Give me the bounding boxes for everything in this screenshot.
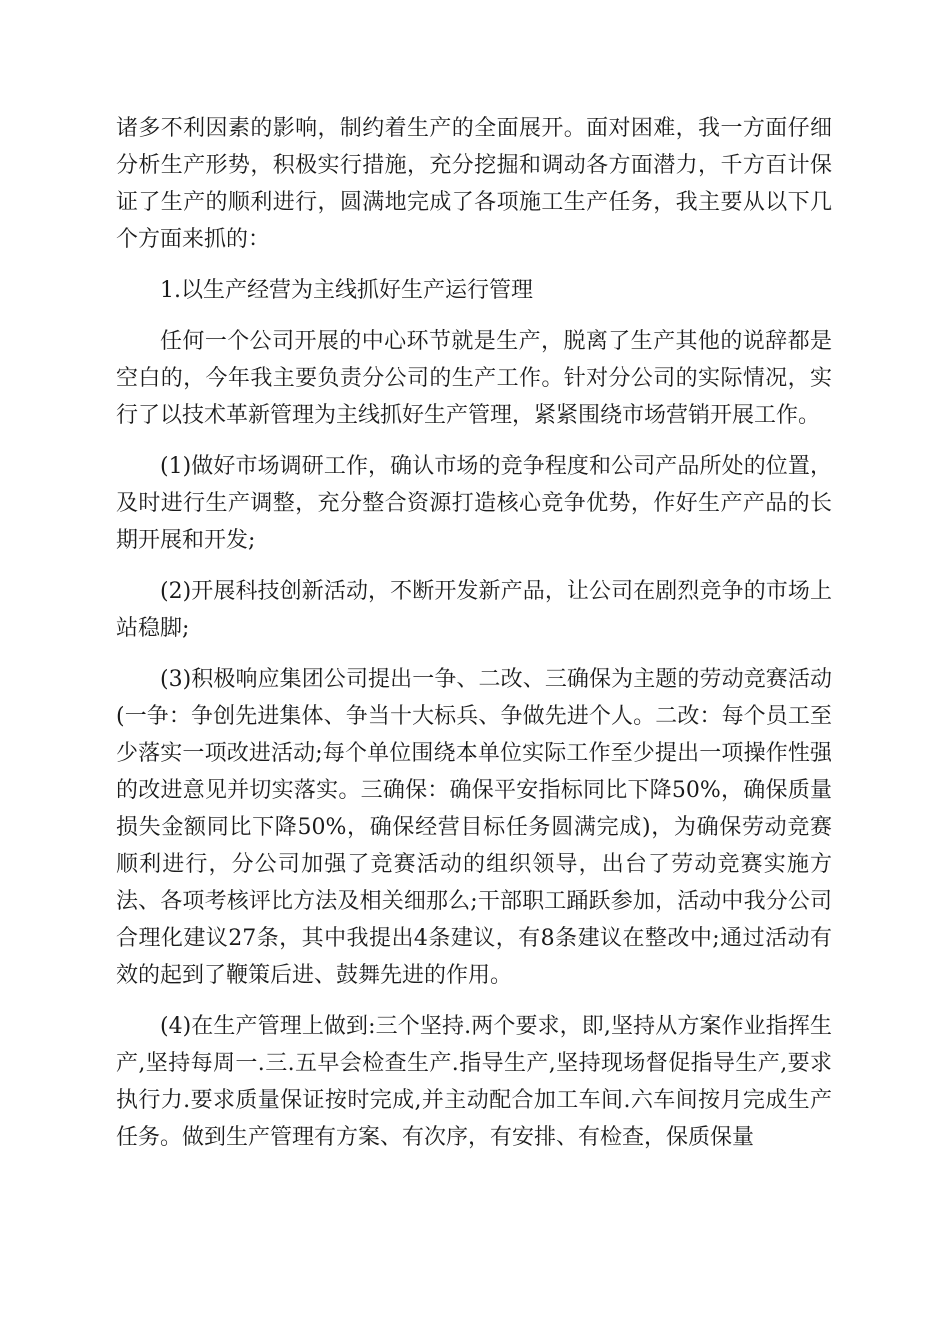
- list-item-1: (1)做好市场调研工作，确认市场的竞争程度和公司产品所处的位置，及时进行生产调整，充分整合资源打造核心竞争优势，作好生产产品的长期开展和开发;: [116, 454, 832, 553]
- paragraph-intro: 诸多不利因素的影响，制约着生产的全面展开。面对困难，我一方面仔细分析生产形势，积极实行措施，充分挖掘和调动各方面潜力，千方百计保证了生产的顺利进行，圆满地完成了各项施工生产任务，我主要从以下几个方面来抓的：: [116, 116, 832, 252]
- list-item-3: (3)积极响应集团公司提出一争、二改、三确保为主题的劳动竞赛活动(一争：争创先进集体、争当十大标兵、争做先进个人。二改：每个员工至少落实一项改进活动;每个单位围绕本单位实际工作至少提出一项操作性强的改进意见并切实落实。三确保：确保平安指标同比下降50%，确保质量损失金额同比下降50%，确保经营目标任务圆满完成)，为确保劳动竞赛顺利进行，分公司加强了竞赛活动的组织领导，出台了劳动竞赛实施方法、各项考核评比方法及相关细那么;干部职工踊跃参加，活动中我分公司合理化建议27条，其中我提出4条建议，有8条建议在整改中;通过活动有效的起到了鞭策后进、鼓舞先进的作用。: [116, 667, 832, 988]
- list-item-2: (2)开展科技创新活动，不断开发新产品，让公司在剧烈竞争的市场上站稳脚;: [116, 579, 832, 641]
- list-item-4: (4)在生产管理上做到:三个坚持.两个要求，即,坚持从方案作业指挥生产,坚持每周一.三.五早会检查生产.指导生产,坚持现场督促指导生产,要求执行力.要求质量保证按时完成,并主动配合加工车间.六车间按月完成生产任务。做到生产管理有方案、有次序，有安排、有检查，保质保量: [116, 1014, 832, 1150]
- section-heading: 1.以生产经营为主线抓好生产运行管理: [160, 278, 533, 303]
- paragraph-body: 任何一个公司开展的中心环节就是生产，脱离了生产其他的说辞都是空白的，今年我主要负责分公司的生产工作。针对分公司的实际情况，实行了以技术革新管理为主线抓好生产管理，紧紧围绕市场营销开展工作。: [116, 329, 832, 428]
- document-page: [116, 110, 832, 1170]
